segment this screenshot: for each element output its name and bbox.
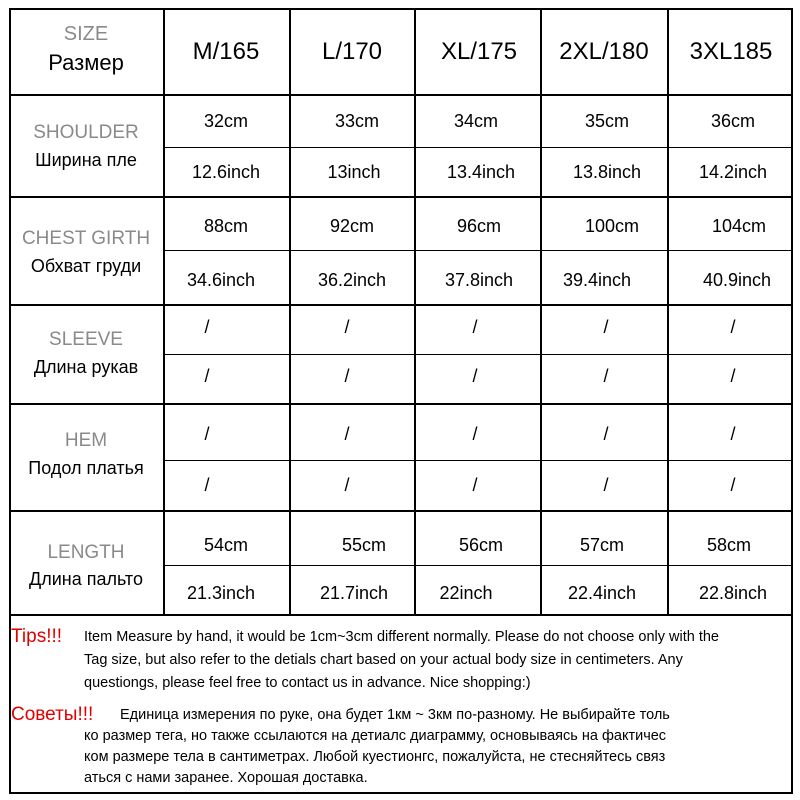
row-separator (10, 403, 792, 405)
size-header-3xl: 3XL185 (689, 38, 773, 65)
value-inch: 22inch (439, 583, 493, 603)
tips-line-ru: ком размере тела в сантиметрах. Любой куестионгс, пожалуйста, не стесняйтесь связ (84, 749, 666, 765)
value-slash: / (603, 475, 609, 495)
size-header-m: M/165 (192, 38, 260, 65)
row-label-ru: Обхват груди (30, 256, 142, 276)
value-inch: 36.2inch (317, 270, 387, 290)
value-slash: / (730, 366, 736, 386)
value-cm: 55cm (341, 535, 386, 555)
value-cm: 96cm (456, 216, 501, 236)
value-inch: 13inch (327, 162, 381, 182)
tips-line-en: Tag size, but also refer to the detials chart based on your actual body size in centimeters. Any (84, 652, 683, 668)
value-cm: 100cm (584, 216, 640, 236)
row-separator (10, 196, 792, 198)
value-cm: 33cm (334, 111, 379, 131)
size-header-xl: XL/175 (440, 38, 518, 65)
value-inch: 12.6inch (191, 162, 261, 182)
value-cm: 57cm (579, 535, 624, 555)
row-separator (10, 304, 792, 306)
row-label-en: HEM (64, 430, 108, 451)
size-header-l: L/170 (321, 38, 383, 65)
value-inch: 21.3inch (186, 583, 256, 603)
column-separator (667, 10, 669, 615)
value-slash: / (472, 424, 478, 444)
value-slash: / (204, 317, 210, 337)
value-inch: 13.8inch (572, 162, 642, 182)
value-cm: 92cm (329, 216, 374, 236)
tips-line-ru: аться с нами заранее. Хорошая доставка. (84, 770, 368, 786)
value-cm: 58cm (706, 535, 751, 555)
row-separator (10, 614, 792, 616)
value-cm: 104cm (711, 216, 767, 236)
value-inch: 22.8inch (698, 583, 768, 603)
row-separator (10, 94, 792, 96)
value-slash: / (472, 317, 478, 337)
column-separator (289, 10, 291, 615)
row-label-ru: Длина рукав (33, 357, 139, 377)
subrow-separator (163, 147, 792, 148)
value-slash: / (603, 424, 609, 444)
value-cm: 54cm (203, 535, 248, 555)
subrow-separator (163, 250, 792, 251)
value-slash: / (603, 366, 609, 386)
column-separator (163, 10, 165, 615)
tips-line-en: Item Measure by hand, it would be 1cm~3cm different normally. Please do not choose only with the (84, 629, 719, 645)
value-slash: / (472, 366, 478, 386)
row-label-en: LENGTH (47, 542, 125, 563)
subrow-separator (163, 565, 792, 566)
value-slash: / (730, 317, 736, 337)
tips-title-ru: Советы!!! (11, 704, 94, 725)
tips-title-en: Tips!!! (11, 626, 63, 647)
value-cm: 56cm (458, 535, 503, 555)
value-slash: / (344, 424, 350, 444)
value-slash: / (204, 366, 210, 386)
value-inch: 14.2inch (698, 162, 768, 182)
size-header-2xl: 2XL/180 (559, 38, 649, 65)
value-slash: / (730, 475, 736, 495)
value-inch: 13.4inch (446, 162, 516, 182)
value-slash: / (344, 317, 350, 337)
value-slash: / (603, 317, 609, 337)
size-label-ru: Размер (48, 50, 124, 75)
value-inch: 39.4inch (562, 270, 632, 290)
value-inch: 37.8inch (444, 270, 514, 290)
size-label-en: SIZE (63, 23, 109, 45)
value-slash: / (344, 475, 350, 495)
value-slash: / (204, 475, 210, 495)
value-cm: 34cm (453, 111, 498, 131)
row-label-ru: Подол платья (28, 458, 144, 478)
value-slash: / (344, 366, 350, 386)
value-slash: / (204, 424, 210, 444)
value-slash: / (472, 475, 478, 495)
value-cm: 88cm (203, 216, 248, 236)
row-label-ru: Ширина пле (35, 150, 137, 170)
row-separator (10, 510, 792, 512)
row-label-en: SLEEVE (49, 329, 123, 350)
value-slash: / (730, 424, 736, 444)
tips-line-ru: ко размер тега, но также ссылаются на детиалс диаграмму, основываясь на фактичес (84, 728, 667, 744)
row-label-ru: Длина пальто (29, 569, 143, 589)
tips-line-ru: Единица измерения по руке, она будет 1км ~ 3км по-разному. Не выбирайте толь (120, 707, 670, 723)
value-cm: 36cm (710, 111, 755, 131)
column-separator (414, 10, 416, 615)
row-label-en: CHEST GIRTH (21, 228, 151, 249)
value-cm: 35cm (584, 111, 629, 131)
value-cm: 32cm (203, 111, 248, 131)
value-inch: 22.4inch (567, 583, 637, 603)
subrow-separator (163, 460, 792, 461)
column-separator (540, 10, 542, 615)
row-label-en: SHOULDER (33, 122, 139, 143)
value-inch: 21.7inch (319, 583, 389, 603)
subrow-separator (163, 354, 792, 355)
tips-line-en: questiongs, please feel free to contact us in advance. Nice shopping:) (84, 675, 531, 691)
value-inch: 34.6inch (186, 270, 256, 290)
value-inch: 40.9inch (702, 270, 772, 290)
